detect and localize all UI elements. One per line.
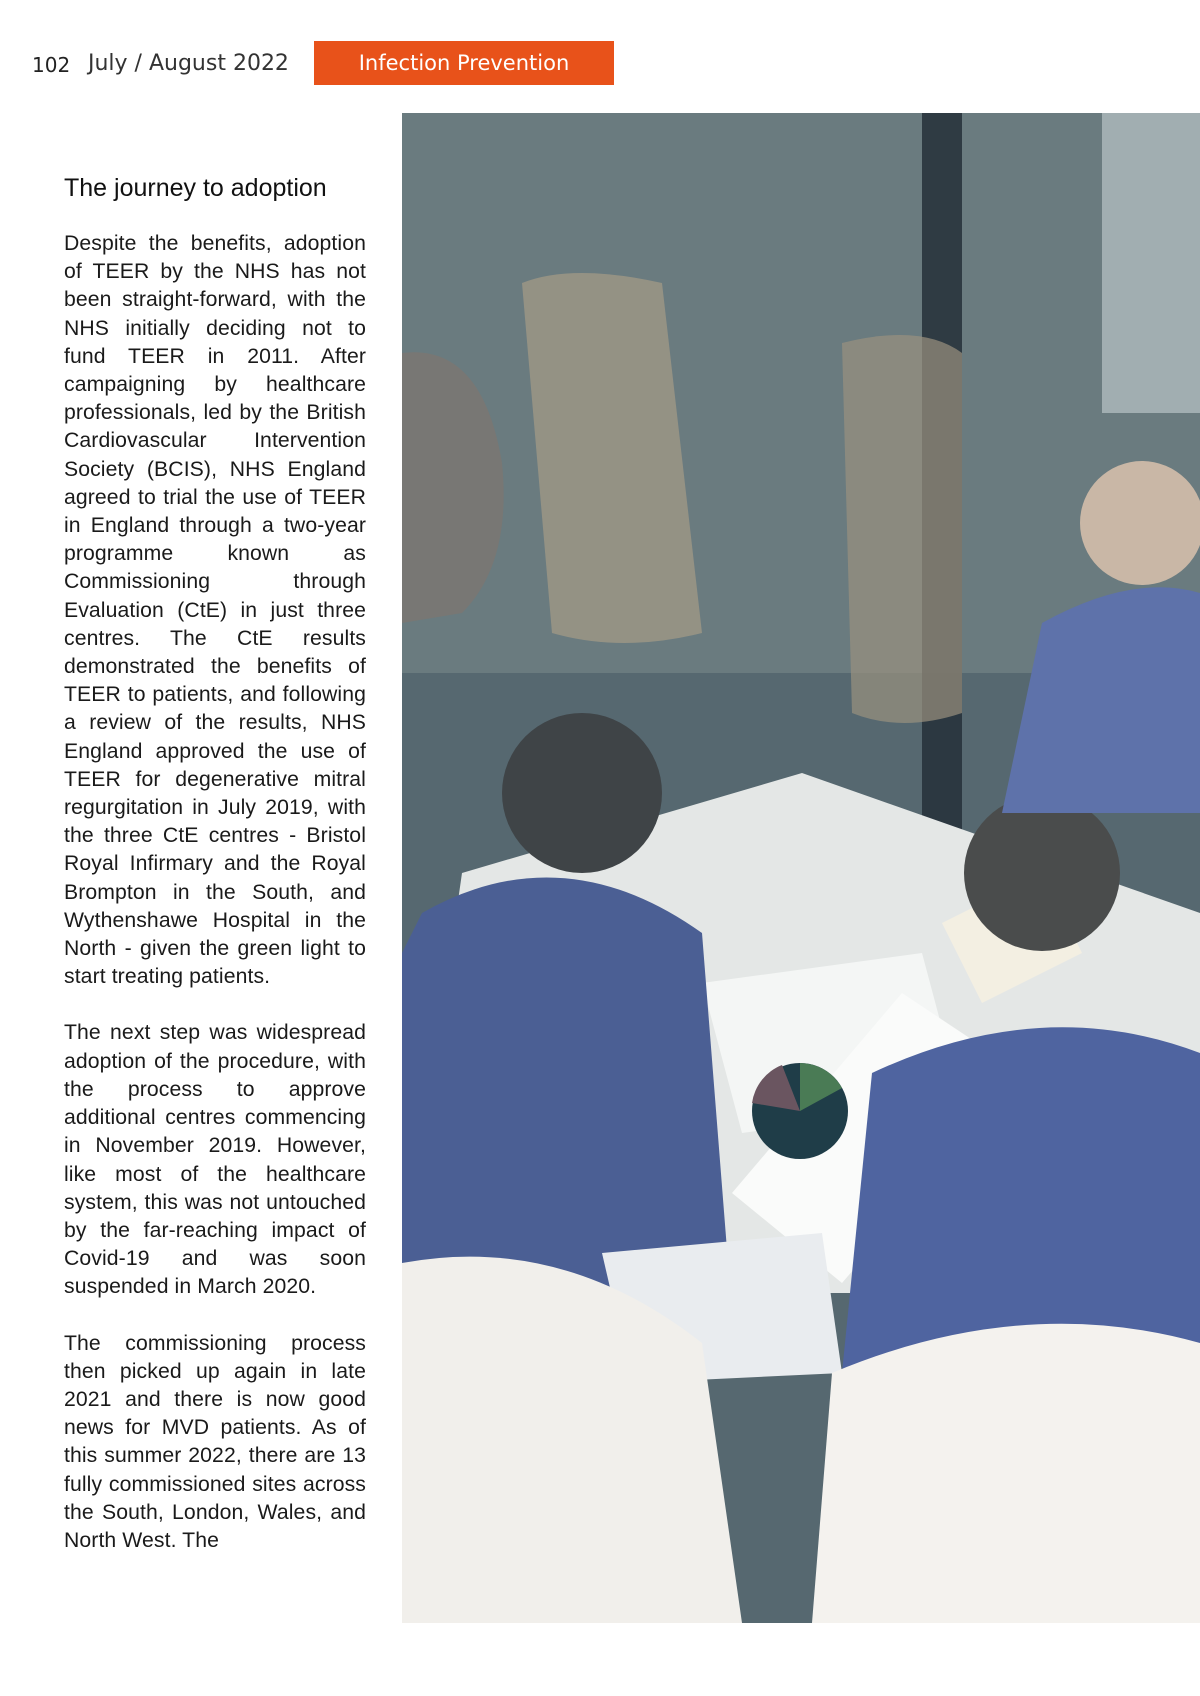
article-paragraph-1: Despite the benefits, adoption of TEER by the NHS has not been straight-forward, with the NHS initially deciding not to fund TEER in 2011. After campaigning by healthcare professionals, led by the British Cardiovascular Intervention Society (BCIS), NHS England agreed to trial the use of TEER in England through a two-year programme known as Commissioning through Evaluation (CtE) in just three centres. The CtE results demonstrated the benefits of TEER to patients, and following a review of the results, NHS England approved the use of TEER for degenerative mitral regurgitation in July 2019, with the three CtE centres - Bristol Royal Infirmary and the Royal Brompton in the South, and Wythenshawe Hospital in the North - given the green light to start treating patients. — [64, 232, 366, 989]
article-heading: The journey to adoption — [64, 174, 327, 202]
section-badge: Infection Prevention — [314, 41, 614, 85]
article-paragraph-2: The next step was widespread adoption of the procedure, with the process to approve additional centres commencing in November 2019. However, like most of the healthcare system, this was not untouched by the far-reaching impact of Covid-19 and was soon suspended in March 2020. — [64, 1021, 366, 1299]
issue-date: July / August 2022 — [88, 51, 289, 76]
meeting-photo — [402, 113, 1200, 1623]
page-number: 102 — [32, 53, 71, 77]
article-paragraph-3: The commissioning process then picked up again in late 2021 and there is now good news for MVD patients. As of this summer 2022, there are 13 fully commissioned sites across the South, London, Wales, and North West. The — [64, 1331, 366, 1552]
article-column — [64, 168, 366, 1583]
